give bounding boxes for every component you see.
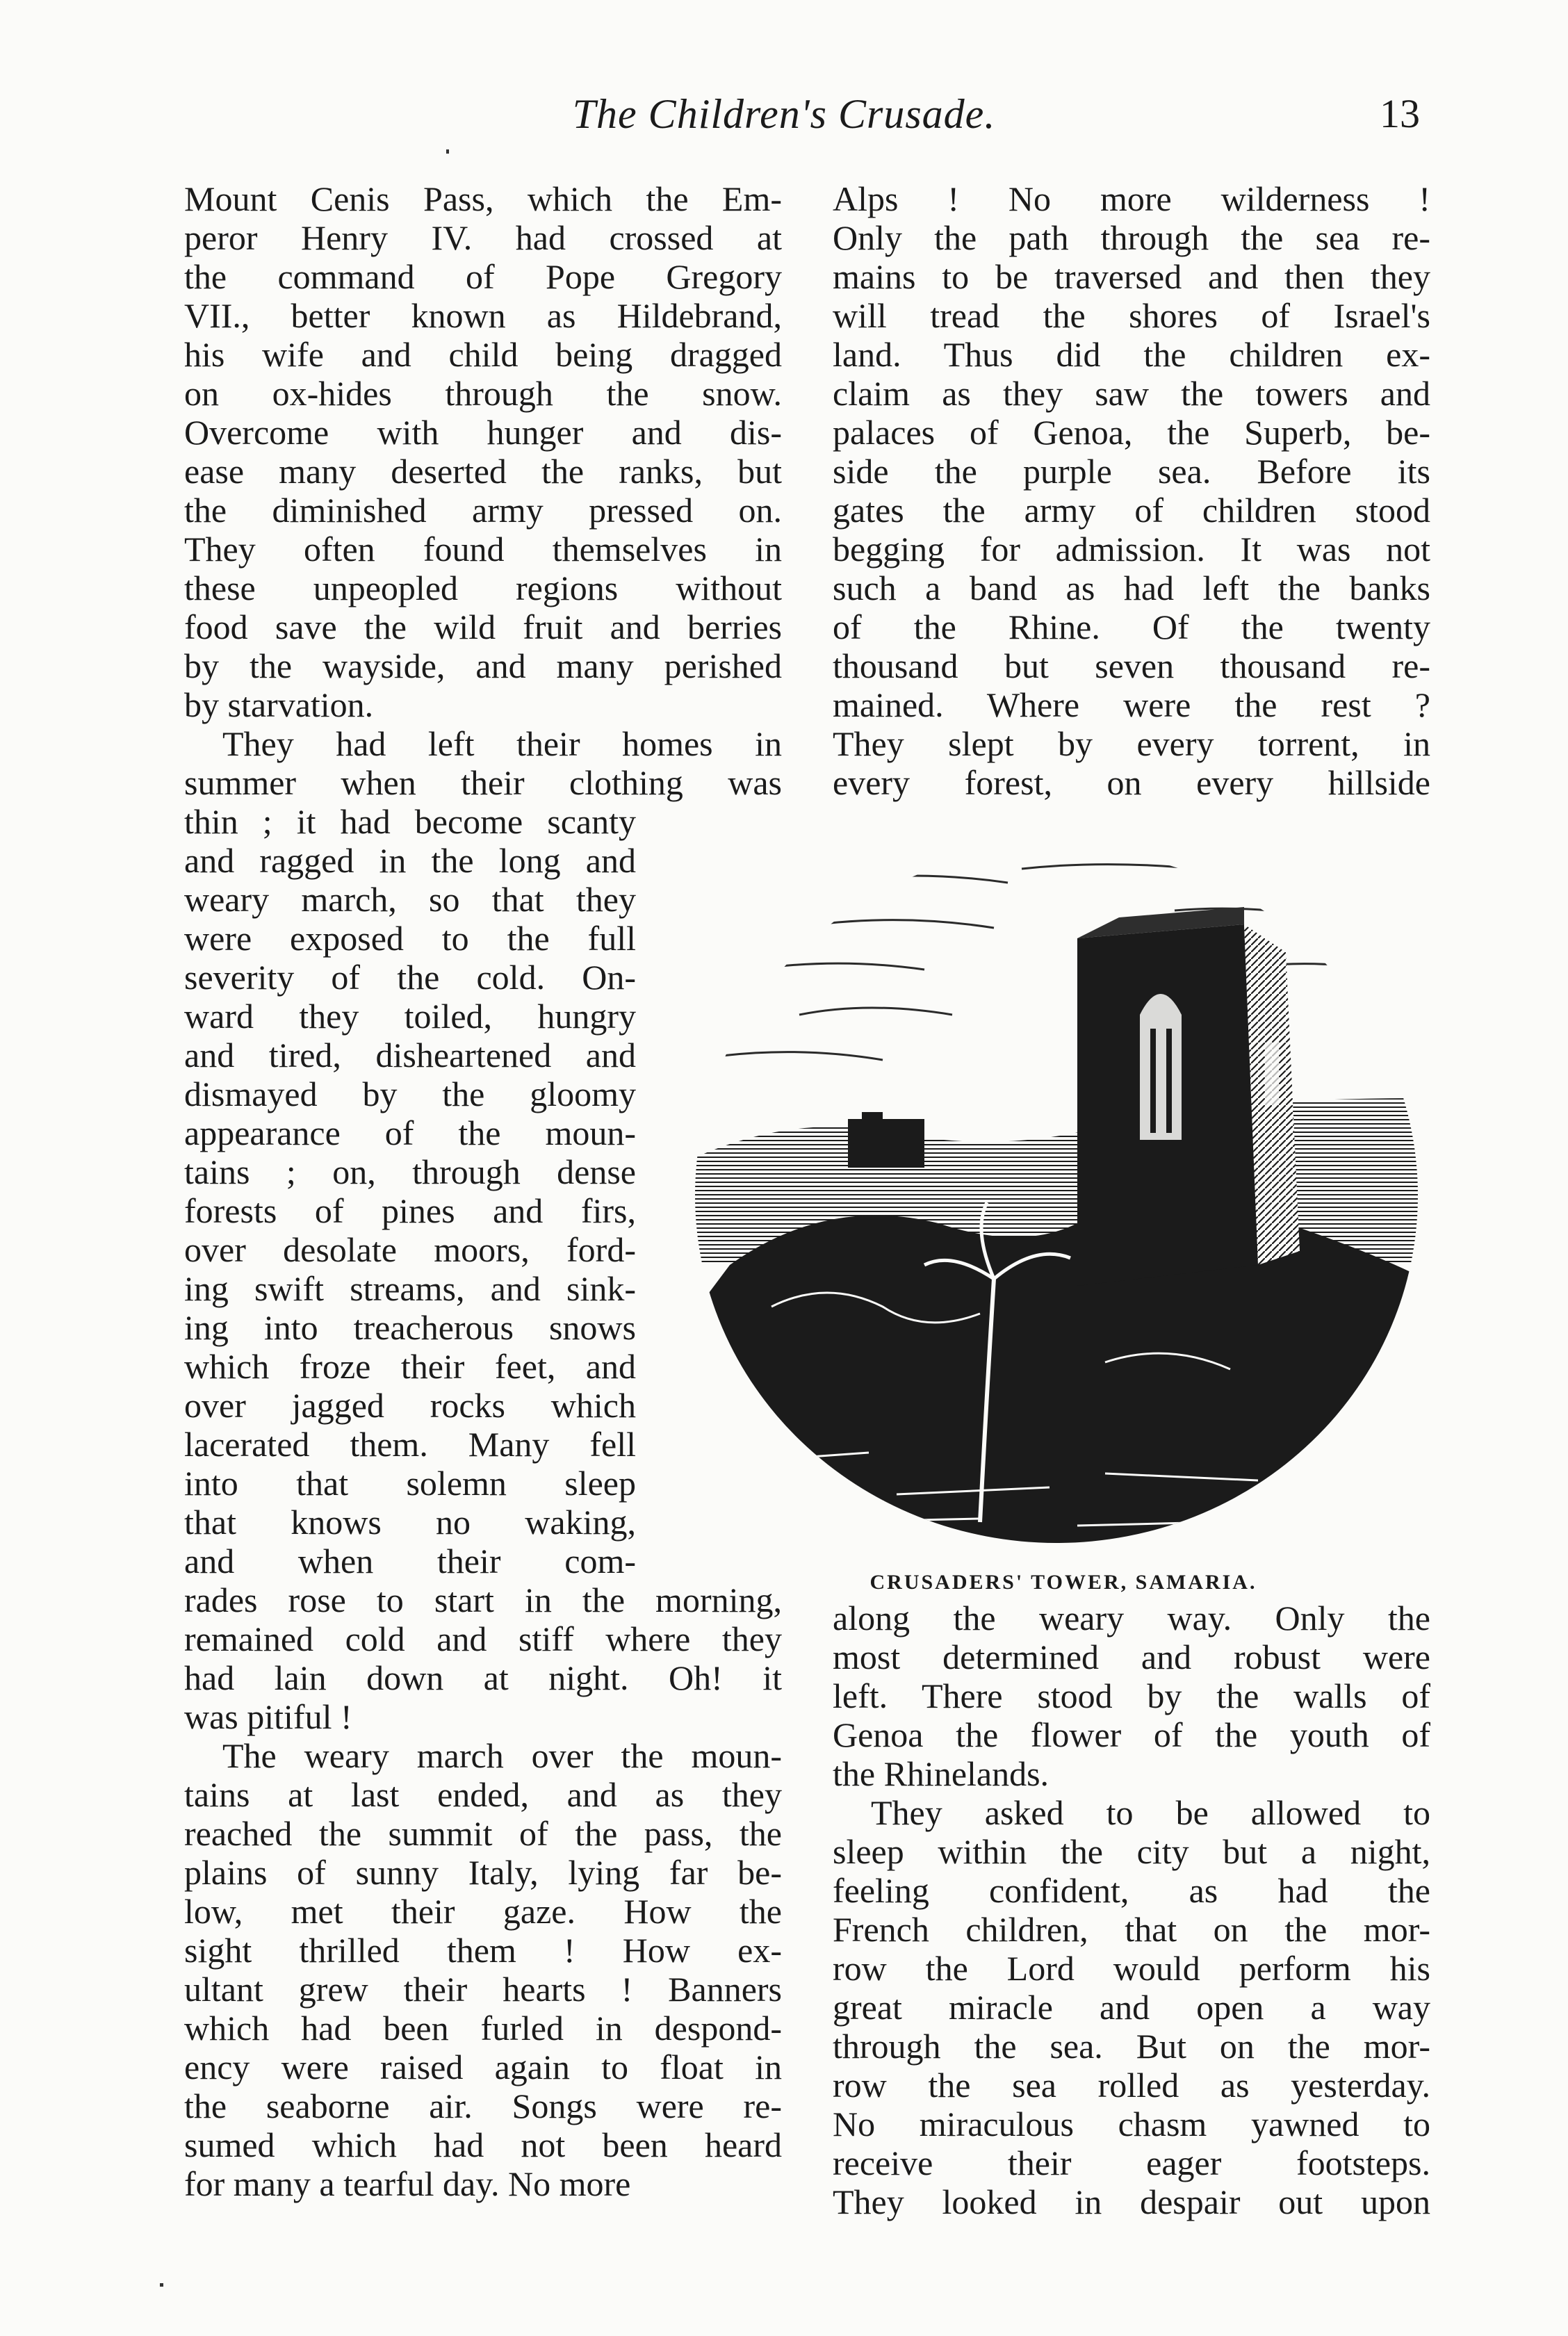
text-line: They asked to be allowed to (871, 1793, 1430, 1832)
text-line: Alps ! No more wilderness ! (833, 179, 1430, 218)
text-line: weary march, so that they (184, 880, 636, 919)
running-title: The Children's Crusade. (572, 91, 996, 137)
text-line: Genoa the flower of the youth of (833, 1715, 1430, 1754)
text-line: through the sea. But on the mor- (833, 2027, 1430, 2066)
text-line: great miracle and open a way (833, 1988, 1430, 2027)
text-line: on ox-hides through the snow. (184, 374, 782, 413)
text-line: dismayed by the gloomy (184, 1075, 636, 1113)
text-line: They had left their homes in (222, 724, 782, 763)
text-line: severity of the cold. On- (184, 958, 636, 997)
text-line: ency were raised again to float in (184, 2048, 782, 2086)
text-line: begging for admission. It was not (833, 530, 1430, 569)
crusaders-tower-engraving (688, 834, 1425, 1557)
text-line: VII., better known as Hildebrand, (184, 296, 782, 335)
text-line: plains of sunny Italy, lying far be- (184, 1853, 782, 1892)
print-speck (446, 149, 449, 154)
text-line: lacerated them. Many fell (184, 1425, 636, 1464)
text-line: most determined and robust were (833, 1637, 1430, 1676)
text-line: by starvation. (184, 685, 374, 724)
text-line: the command of Pope Gregory (184, 257, 782, 296)
page-number: 13 (1380, 91, 1420, 136)
text-line: sight thrilled them ! How ex- (184, 1931, 782, 1970)
text-line: sleep within the city but a night, (833, 1832, 1430, 1871)
text-line: The weary march over the moun- (222, 1736, 782, 1775)
text-line: which froze their feet, and (184, 1347, 636, 1386)
text-line: were exposed to the full (184, 919, 636, 958)
text-line: for many a tearful day. No more (184, 2164, 631, 2203)
text-line: along the weary way. Only the (833, 1599, 1430, 1637)
text-line: ing swift streams, and sink- (184, 1269, 636, 1308)
text-line: summer when their clothing was (184, 763, 782, 802)
text-line: his wife and child being dragged (184, 335, 782, 374)
text-line: appearance of the moun- (184, 1113, 636, 1152)
text-line: and when their com- (184, 1542, 636, 1581)
text-line: row the Lord would perform his (833, 1949, 1430, 1988)
text-line: the diminished army pressed on. (184, 491, 782, 530)
text-line: peror Henry IV. had crossed at (184, 218, 782, 257)
text-line: such a band as had left the banks (833, 569, 1430, 607)
text-line: low, met their gaze. How the (184, 1892, 782, 1931)
text-line: ing into treacherous snows (184, 1308, 636, 1347)
print-speck (160, 2283, 163, 2287)
text-line: Mount Cenis Pass, which the Em- (184, 179, 782, 218)
text-line: ease many deserted the ranks, but (184, 452, 782, 491)
text-line: side the purple sea. Before its (833, 452, 1430, 491)
text-line: will tread the shores of Israel's (833, 296, 1430, 335)
text-line: land. Thus did the children ex- (833, 335, 1430, 374)
text-line: by the wayside, and many perished (184, 646, 782, 685)
text-line: No miraculous chasm yawned to (833, 2105, 1430, 2143)
text-line: thousand but seven thousand re- (833, 646, 1430, 685)
text-line: French children, that on the mor- (833, 1910, 1430, 1949)
text-line: the Rhinelands. (833, 1754, 1050, 1793)
text-line: these unpeopled regions without (184, 569, 782, 607)
text-line: row the sea rolled as yesterday. (833, 2066, 1430, 2105)
text-line: into that solemn sleep (184, 1464, 636, 1503)
text-line: claim as they saw the towers and (833, 374, 1430, 413)
text-line: ward they toiled, hungry (184, 997, 636, 1036)
text-line: mained. Where were the rest ? (833, 685, 1430, 724)
text-line: every forest, on every hillside (833, 763, 1430, 802)
text-line: tains at last ended, and as they (184, 1775, 782, 1814)
text-line: palaces of Genoa, the Superb, be- (833, 413, 1430, 452)
text-line: rades rose to start in the morning, (184, 1581, 782, 1619)
text-line: mains to be traversed and then they (833, 257, 1430, 296)
text-line: thin ; it had become scanty (184, 802, 636, 841)
illustration-caption: CRUSADERS' TOWER, SAMARIA. (869, 1571, 1257, 1594)
text-line: They slept by every torrent, in (833, 724, 1430, 763)
text-line: Only the path through the sea re- (833, 218, 1430, 257)
text-line: reached the summit of the pass, the (184, 1814, 782, 1853)
text-line: of the Rhine. Of the twenty (833, 607, 1430, 646)
text-line: over desolate moors, ford- (184, 1230, 636, 1269)
text-line: that knows no waking, (184, 1503, 636, 1542)
text-line: the seaborne air. Songs were re- (184, 2086, 782, 2125)
text-line: receive their eager footsteps. (833, 2143, 1430, 2182)
text-line: and ragged in the long and (184, 841, 636, 880)
text-line: had lain down at night. Oh! it (184, 1658, 782, 1697)
text-line: Overcome with hunger and dis- (184, 413, 782, 452)
text-line: feeling confident, as had the (833, 1871, 1430, 1910)
text-line: They often found themselves in (184, 530, 782, 569)
text-line: remained cold and stiff where they (184, 1619, 782, 1658)
text-line: food save the wild fruit and berries (184, 607, 782, 646)
text-line: sumed which had not been heard (184, 2125, 782, 2164)
text-line: and tired, disheartened and (184, 1036, 636, 1075)
text-line: which had been furled in despond- (184, 2009, 782, 2048)
text-line: They looked in despair out upon (833, 2182, 1430, 2221)
text-line: gates the army of children stood (833, 491, 1430, 530)
text-line: tains ; on, through dense (184, 1152, 636, 1191)
text-line: was pitiful ! (184, 1697, 352, 1736)
text-line: ultant grew their hearts ! Banners (184, 1970, 782, 2009)
text-line: over jagged rocks which (184, 1386, 636, 1425)
text-line: left. There stood by the walls of (833, 1676, 1430, 1715)
text-line: forests of pines and firs, (184, 1191, 636, 1230)
